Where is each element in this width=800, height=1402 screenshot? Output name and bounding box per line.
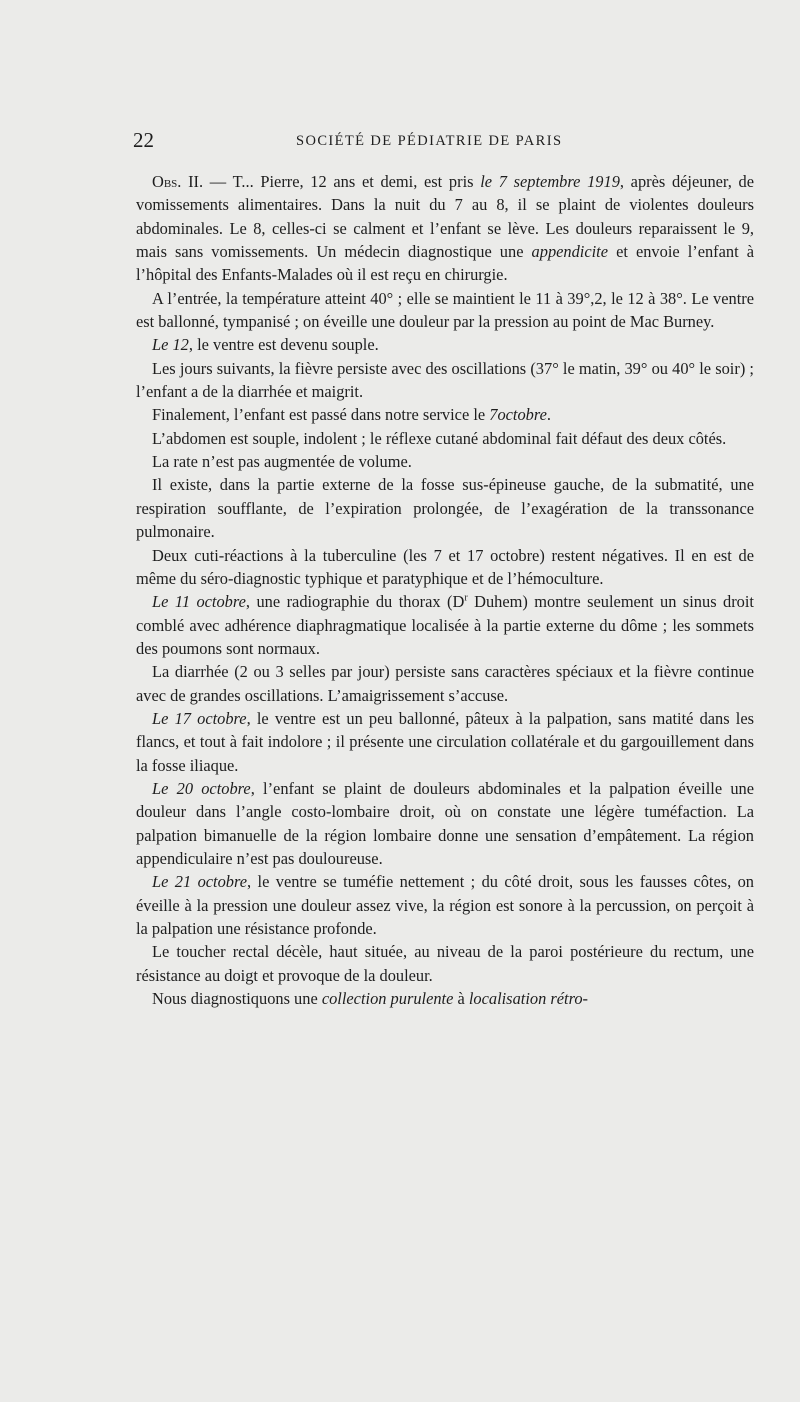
- text-segment: Il existe, dans la partie externe de la fosse sus-épineuse gauche, de la submatité, une respiration soufflante, de l’expiration prolongée, de l’exagération de la transsonance pulmonaire.: [136, 475, 754, 542]
- paragraph: [136, 403, 754, 426]
- text-segment: et envoie l’enfant à l’hôpital des Enfants-Malades où il est reçu en chirurgie.: [136, 242, 754, 285]
- paragraph: [136, 590, 754, 660]
- text-segment: .: [546, 405, 552, 425]
- paragraph: [136, 660, 754, 707]
- text-segment: Le 17 octobre: [152, 708, 247, 728]
- text-segment: appendicite: [531, 242, 609, 262]
- text-segment: La diarrhée (2 ou 3 selles par jour) persiste sans caractères spéciaux et la fièvre continue avec de grandes oscillations. L’amaigrissement s’accuse.: [136, 662, 754, 705]
- text-segment: collection purulente: [321, 989, 454, 1009]
- body-text: [136, 170, 754, 1010]
- text-segment: Le toucher rectal décèle, haut située, au niveau de la paroi postérieure du rectum, une résistance au doigt et provoque de la douleur.: [136, 942, 754, 985]
- running-title: SOCIÉTÉ DE PÉDIATRIE DE PARIS: [296, 133, 563, 149]
- text-segment: Les jours suivants, la fièvre persiste avec des oscillations (37° le matin, 39° ou 40° le soir) ; l’enfant a de la diarrhée et maigrit.: [136, 358, 754, 402]
- text-segment: , le ventre est un peu ballonné, pâteux à la palpation, sans matité dans les flancs, et tout à fait indolore ; il présente une circulation collatérale et du gargouillement dans la fosse iliaque.: [136, 708, 755, 775]
- text-segment: , après déjeuner, de vomissements alimentaires. Dans la nuit du 7 au 8, il se plaint de violentes douleurs abdominales. Le 8, celles-ci se calment et l’enfant se lève. Les douleurs reparaissent le 9, mais sans vomissements. Un médecin diagnostique une: [136, 172, 754, 262]
- paragraph: [136, 987, 754, 1010]
- text-segment: Le 20 octobre: [152, 778, 251, 798]
- text-segment: à: [453, 989, 469, 1009]
- text-segment: La rate n’est pas augmentée de volume.: [152, 452, 412, 472]
- paragraph: [136, 170, 754, 287]
- paragraph: [136, 287, 754, 334]
- paragraph: [136, 870, 754, 940]
- paragraph: [136, 544, 754, 591]
- text-segment: , l’enfant se plaint de douleurs abdominales et la palpation éveille une douleur dans l’angle costo-lombaire droit, où on constate une légère tuméfaction. La palpation bimanuelle de la région lombaire donne une sensation d’empâtement. La région appendiculaire n’est pas douloureuse.: [136, 778, 755, 868]
- text-segment: Finalement, l’enfant est passé dans notre service le: [152, 405, 490, 425]
- text-segment: r: [464, 592, 468, 604]
- text-segment: Deux cuti-réactions à la tuberculine (les 7 et 17 octobre) restent négatives. Il en est de même du séro-diagnostic typhique et paratyphique et de l’hémoculture.: [136, 545, 754, 588]
- text-segment: , le ventre se tuméfie nettement ; du côté droit, sous les fausses côtes, on éveille à la pression une douleur assez vive, la région est sonore à la percussion, on perçoit à la palpation une résistance profonde.: [136, 872, 755, 938]
- paragraph: [136, 450, 754, 473]
- text-segment: Le 11 octobre: [152, 592, 246, 612]
- text-segment: Duhem) montre seulement un sinus droit comblé avec adhérence diaphragmatique localisée à la partie externe du dôme ; les sommets des poumons sont normaux.: [136, 592, 754, 658]
- paragraph: [136, 707, 754, 777]
- text-segment: Nous diagnostiquons une: [152, 989, 322, 1009]
- paragraph: [136, 357, 754, 404]
- text-segment: 7octobre: [489, 405, 547, 425]
- paragraph: [136, 427, 754, 450]
- text-segment: A l’entrée, la température atteint 40° ; elle se maintient le 11 à 39°,2, le 12 à 38°. Le ventre est ballonné, tympanisé ; on éveille une douleur par la pression au point de Mac Burney.: [136, 288, 754, 332]
- text-segment: Le 21 octobre: [152, 872, 248, 892]
- text-segment: II. — T... Pierre, 12 ans et demi, est pris: [181, 172, 481, 191]
- page-header: [0, 128, 800, 158]
- paragraph: [136, 473, 754, 543]
- text-segment: Le 12: [152, 335, 189, 355]
- text-segment: localisation rétro-: [468, 989, 588, 1009]
- text-segment: le 7 septembre 1919: [480, 172, 620, 191]
- text-segment: , une radiographie du thorax (D: [245, 592, 465, 612]
- page-number: 22: [133, 128, 154, 152]
- text-segment: L’abdomen est souple, indolent ; le réflexe cutané abdominal fait défaut des deux côtés.: [152, 428, 727, 448]
- paragraph: [136, 940, 754, 987]
- text-segment: Obs.: [152, 172, 182, 191]
- text-segment: , le ventre est devenu souple.: [188, 335, 379, 355]
- paragraph: [136, 333, 754, 356]
- paragraph: [136, 777, 754, 870]
